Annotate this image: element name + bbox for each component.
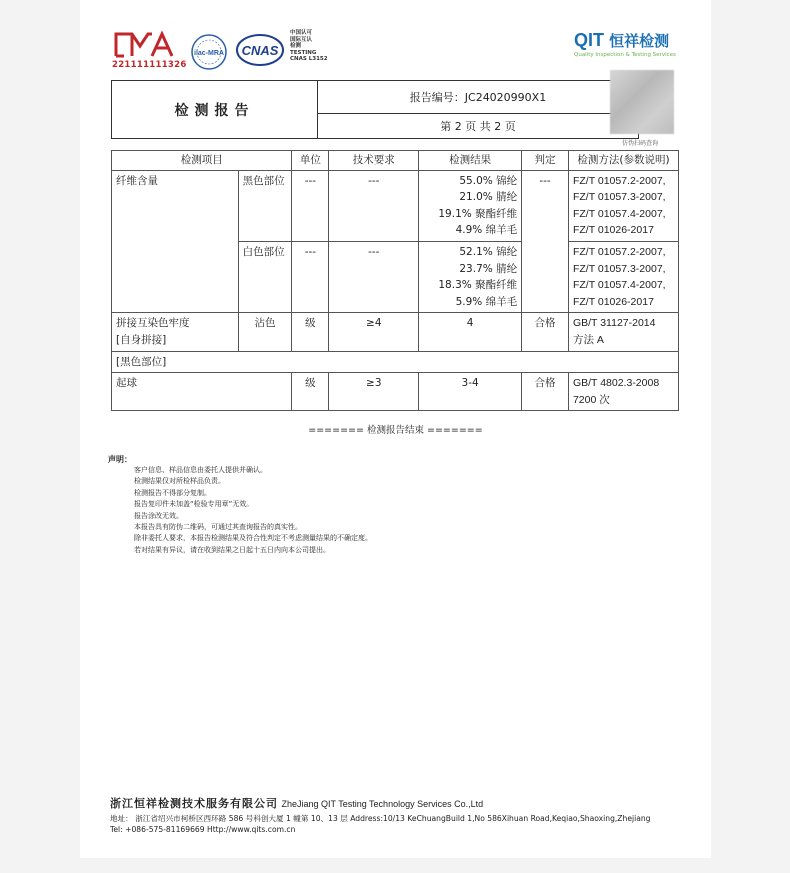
section-row bbox=[112, 351, 679, 373]
cnas-caption bbox=[290, 30, 328, 63]
ilac-mra-text: ilac-MRA bbox=[194, 50, 224, 57]
method-line: FZ/T 01026-2017 bbox=[572, 295, 654, 308]
ilac-mra-logo bbox=[190, 33, 228, 71]
result-cell: 3-4 bbox=[419, 373, 522, 411]
fiber-item: 纤维含量 bbox=[112, 170, 239, 313]
report-number: 报告编号：JC24020990X1 bbox=[318, 81, 638, 114]
unit-cell: 级 bbox=[292, 313, 329, 351]
report-title: 检测报告 bbox=[112, 81, 318, 138]
table-row bbox=[112, 373, 679, 411]
results-table bbox=[111, 150, 679, 411]
statement-line: 本报告具有防伪二维码，可通过其查询报告的真实性。 bbox=[134, 523, 302, 532]
verdict-cell: 合格 bbox=[522, 373, 569, 411]
col-header: 检测项目 bbox=[112, 151, 292, 171]
item-cell: 起球 bbox=[112, 373, 292, 411]
unit-cell: --- bbox=[292, 170, 329, 241]
result-cell bbox=[419, 170, 522, 241]
method-line: GB/T 4802.3-2008 bbox=[572, 377, 660, 390]
item-line: 拼接互染色牢度 bbox=[116, 317, 190, 330]
method-line: GB/T 31127-2014 bbox=[572, 317, 656, 330]
item-line: [自身拼接] bbox=[116, 333, 167, 346]
black-part: 黑色部位 bbox=[238, 170, 292, 241]
cma-number: 221111111326 bbox=[112, 60, 187, 70]
qit-logo bbox=[574, 30, 676, 58]
statement-line: 客户信息、样品信息由委托人提供并确认。 bbox=[134, 466, 267, 474]
qr-caption: 仿伪扫码查询 bbox=[622, 140, 659, 147]
verdict-cell: 合格 bbox=[522, 313, 569, 351]
result-cell: 4 bbox=[419, 313, 522, 351]
statement-line: 检测结果仅对所检样品负责。 bbox=[134, 477, 225, 486]
col-header: 检测结果 bbox=[419, 151, 522, 171]
req-cell: ≥4 bbox=[329, 313, 419, 351]
qit-name: QIT bbox=[574, 30, 604, 50]
cnas-caption-line: 检测 bbox=[290, 43, 302, 50]
method-line: FZ/T 01057.3-2007, bbox=[572, 191, 666, 204]
report-header bbox=[111, 80, 639, 139]
result-line: 5.9% 绵羊毛 bbox=[455, 295, 518, 308]
result-cell bbox=[419, 241, 522, 312]
white-part: 白色部位 bbox=[238, 241, 292, 312]
unit-cell: --- bbox=[292, 241, 329, 312]
cnas-caption-line: TESTING bbox=[290, 49, 317, 56]
result-line: 55.0% 锦纶 bbox=[459, 174, 518, 187]
method-line: FZ/T 01057.4-2007, bbox=[572, 207, 666, 220]
result-line: 52.1% 锦纶 bbox=[459, 245, 518, 258]
table-header-row bbox=[112, 151, 679, 171]
footer-company bbox=[110, 795, 483, 811]
company-cn: 浙江恒祥检测技术服务有限公司 bbox=[110, 797, 278, 810]
footer-contact bbox=[110, 813, 651, 835]
result-line: 4.9% 绵羊毛 bbox=[455, 224, 518, 237]
method-cell bbox=[568, 241, 678, 312]
method-cell bbox=[568, 313, 678, 351]
cnas-caption-line: CNAS L3152 bbox=[290, 56, 328, 63]
method-line: FZ/T 01057.2-2007, bbox=[572, 245, 666, 258]
cnas-text: CNAS bbox=[241, 43, 279, 58]
report-end-marker: ======= 检测报告结束 ======= bbox=[308, 425, 483, 436]
method-cell bbox=[568, 170, 678, 241]
req-cell: --- bbox=[329, 241, 419, 312]
section-label: [黑色部位] bbox=[112, 351, 679, 373]
table-row bbox=[112, 170, 679, 241]
col-header: 单位 bbox=[292, 151, 329, 171]
qr-code[interactable] bbox=[610, 70, 674, 134]
table-row bbox=[112, 313, 679, 351]
result-line: 21.0% 腈纶 bbox=[459, 191, 518, 204]
statement-line: 若对结果有异议，请在收到结果之日起十五日内向本公司提出。 bbox=[134, 545, 330, 554]
statement-title: 声明： bbox=[108, 455, 132, 464]
cnas-logo bbox=[235, 32, 285, 68]
method-line: FZ/T 01026-2017 bbox=[572, 224, 654, 237]
statement-line: 报告复印件未加盖“检验专用章”无效。 bbox=[134, 500, 254, 509]
statement-body bbox=[134, 465, 372, 556]
col-header: 技术要求 bbox=[329, 151, 419, 171]
statement-line: 除非委托人要求，本报告检测结果及符合性判定不考虑测量结果的不确定度。 bbox=[134, 534, 372, 543]
cnas-caption-line: 中国认可 bbox=[290, 30, 313, 36]
statement-line: 报告涂改无效。 bbox=[134, 511, 183, 520]
method-line: 方法 A bbox=[572, 333, 604, 346]
result-line: 23.7% 腈纶 bbox=[459, 262, 518, 275]
col-header: 检测方法(参数说明) bbox=[568, 151, 678, 171]
method-cell bbox=[568, 373, 678, 411]
method-line: FZ/T 01057.2-2007, bbox=[572, 174, 666, 187]
result-line: 19.1% 聚酯纤维 bbox=[438, 207, 518, 220]
col-header: 判定 bbox=[522, 151, 569, 171]
result-line: 18.3% 聚酯纤维 bbox=[438, 279, 518, 292]
item-cell bbox=[112, 313, 239, 351]
cnas-caption-line: 国际互认 bbox=[290, 36, 313, 43]
footer-tel: Tel: +086-575-81169669 Http://www.qits.com.cn bbox=[110, 825, 296, 834]
footer-address: 地址： 浙江省绍兴市柯桥区西环路 586 号科创大厦 1 幢第 10、13 层 Address:10/13 KeChuangBuild 1,No 586Xihuan Road,Keqiao,Shaoxing,Zhejiang bbox=[110, 814, 651, 823]
company-en: ZheJiang QIT Testing Technology Services Co.,Ltd bbox=[281, 799, 484, 809]
req-cell: ≥3 bbox=[329, 373, 419, 411]
verdict-cell: --- bbox=[522, 170, 569, 313]
qit-tagline: Quality Inspection & Testing Services bbox=[574, 52, 676, 58]
page-info: 第 2 页 共 2 页 bbox=[440, 120, 516, 133]
method-line: FZ/T 01057.3-2007, bbox=[572, 262, 666, 275]
req-cell: --- bbox=[329, 170, 419, 241]
method-line: FZ/T 01057.4-2007, bbox=[572, 279, 666, 292]
statement-line: 检测报告不得部分复制。 bbox=[134, 488, 211, 497]
qit-cn-name: 恒祥检测 bbox=[609, 32, 670, 50]
part-cell: 沾色 bbox=[238, 313, 292, 351]
unit-cell: 级 bbox=[292, 373, 329, 411]
method-line: 7200 次 bbox=[572, 393, 610, 406]
report-page bbox=[80, 0, 711, 858]
